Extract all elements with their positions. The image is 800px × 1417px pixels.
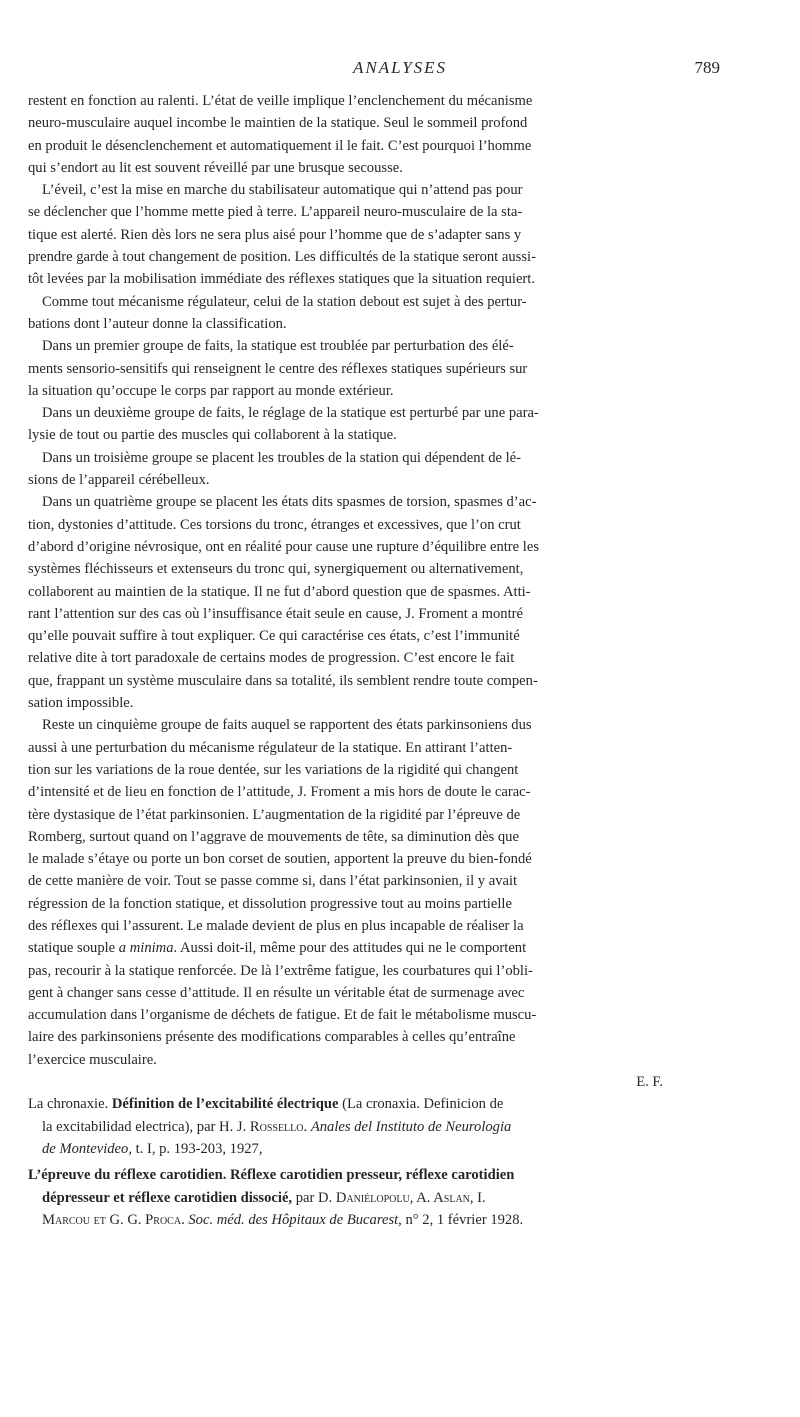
paragraph-line: qui s’endort au lit est souvent réveillé par une brusque secousse. <box>28 159 403 176</box>
paragraph-line: tion, dystonies d’attitude. Ces torsions du tronc, étranges et excessives, que l’on crut <box>28 516 521 533</box>
entry-citation-line <box>28 1138 723 1160</box>
paragraph-line: la situation qu’occupe le corps par rapport au monde extérieur. <box>28 382 394 399</box>
paragraph-line: prendre garde à tout changement de position. Les difficultés de la statique seront aussi- <box>28 249 536 266</box>
paragraph-line: tère dystasique de l’état parkinsonien. L’augmentation de la rigidité par l’épreuve de <box>28 806 521 823</box>
paragraph-line: Dans un premier groupe de faits, la statique est troublée par perturbation des élé- <box>42 338 514 355</box>
paragraph-line: régression de la fonction statique, et dissolution progressive tout au moins partielle <box>28 895 512 912</box>
entry-journal-cont: de <box>42 1140 60 1157</box>
entry-title: L’épreuve du réflexe carotidien. Réflexe carotidien presseur, réflexe carotidien <box>28 1167 515 1184</box>
emphasis-text: a minima <box>118 940 174 957</box>
paragraph-line: systèmes fléchisseurs et extenseurs du tronc qui, synergiquement ou alternativement, <box>28 561 524 578</box>
paragraph-line: des réflexes qui l’assurent. Le malade devient de plus en plus incapable de réaliser la <box>28 917 524 934</box>
paragraph-line: ments sensorio-sensitifs qui renseignent le centre des réflexes statiques supérieurs sur <box>28 360 528 377</box>
paragraph-line: Dans un quatrième groupe se placent les états dits spasmes de torsion, spasmes d’ac- <box>42 494 537 511</box>
paragraph-line: sions de l’appareil cérébelleux. <box>28 472 210 489</box>
paragraph-line: tôt levées par la mobilisation immédiate des réflexes statiques que la situation requiert. <box>28 271 535 288</box>
paragraph-line: tion sur les variations de la roue dentée, sur les variations de la rigidité qui changent <box>28 761 519 778</box>
paragraph-line: collaborent au maintien de la statique. Il ne fut d’abord question que de spasmes. Atti- <box>28 583 531 600</box>
paragraph-line: L’éveil, c’est la mise en marche du stabilisateur automatique qui n’attend pas pour <box>42 182 523 199</box>
entry-lead: La chronaxie. <box>28 1096 112 1113</box>
paragraph-line: aussi à une perturbation du mécanisme régulateur de la statique. En attirant l’atten- <box>28 739 513 756</box>
paragraph-line: d’abord d’origine névrosique, ont en réalité pour cause une rupture d’équilibre entre les <box>28 538 539 555</box>
paragraph-line: rant l’attention sur des cas où l’insuffisance était seule en cause, J. Froment a montré <box>28 605 523 622</box>
paragraph-line: sation impossible. <box>28 695 134 712</box>
running-title: ANALYSES <box>352 58 448 77</box>
paragraph-line: pas, recourir à la statique renforcée. De là l’extrême fatigue, les courbatures qui l’obli- <box>28 962 533 979</box>
paragraph-line: Dans un deuxième groupe de faits, le réglage de la statique est perturbé par une para- <box>42 405 539 422</box>
paragraph-line: neuro-musculaire auquel incombe le maintien de la statique. Seul le sommeil profond <box>28 115 528 132</box>
paragraph-line: l’exercice musculaire. <box>28 1051 157 1068</box>
entry-journal: Soc. méd. des Hôpitaux de Bucarest, <box>188 1211 406 1228</box>
entry-journal-city: Montevideo, <box>59 1140 136 1157</box>
entry-authors-cont: Marcou et G. G. Proca. <box>42 1211 189 1228</box>
entry-issue: n° 2, 1 février 1928. <box>405 1211 524 1228</box>
paragraph-line: de cette manière de voir. Tout se passe comme si, dans l’état parkinsonien, il y avait <box>28 873 518 890</box>
paragraph-line: Romberg, surtout quand on l’aggrave de mouvements de tête, sa diminution dès que <box>28 828 519 845</box>
paragraph-line: en produit le désenclenchement et automatiquement il le fait. C’est pourquoi l’homme <box>28 137 532 154</box>
paragraph-line: accumulation dans l’organisme de déchets de fatigue. Et de fait le métabolisme muscu- <box>28 1007 537 1024</box>
paragraph-line: le malade s’étaye ou porte un bon corset de soutien, apportent la preuve du bien-fondé <box>28 851 532 868</box>
paragraph-line: se déclencher que l’homme mette pied à terre. L’appareil neuro-musculaire de la sta- <box>28 204 523 221</box>
entry-citation-line <box>28 1187 723 1209</box>
entry-title: Définition de l’excitabilité électrique <box>111 1096 343 1113</box>
signature: E. F. <box>636 1074 663 1091</box>
paragraph-line: que, frappant un système musculaire dans sa totalité, ils semblent rendre toute compen- <box>28 672 538 689</box>
entry-title-cont: dépresseur et réflexe carotidien dissocié, <box>42 1189 296 1206</box>
entry-citation: la excitabilidad electrica), par H. J. <box>42 1118 250 1135</box>
page-header <box>0 58 800 82</box>
entry-original-title: (La cronaxia. Definicion de <box>342 1096 504 1113</box>
paragraph-line: qu’elle pouvait suffire à tout expliquer. Ce qui caractérise ces états, c’est l’immunité <box>28 628 520 645</box>
paragraph-line: d’intensité et de lieu en fonction de l’attitude, J. Froment a mis hors de doute le carac- <box>28 784 531 801</box>
paragraph-line: Comme tout mécanisme régulateur, celui de la station debout est sujet à des pertur- <box>42 293 527 310</box>
entry-by: par <box>295 1189 319 1206</box>
paragraph-line: statique souple a minima. Aussi doit-il, même pour des attitudes qui ne le comportent <box>28 940 527 957</box>
entry-title-line <box>28 1164 723 1186</box>
paragraph-line: relative dite à tort paradoxale de certains modes de progression. C’est encore le fait <box>28 650 515 667</box>
entry-citation-line <box>28 1116 723 1138</box>
paragraph-line: restent en fonction au ralenti. L’état de veille implique l’enclenchement du mécanisme <box>28 93 533 109</box>
entry-author: Rossello. <box>249 1118 311 1135</box>
entry-authors: D. Daniélopolu, A. Aslan, I. <box>318 1189 486 1206</box>
paragraph-line: bations dont l’auteur donne la classification. <box>28 315 287 332</box>
entry-citation-line <box>28 1209 723 1231</box>
entry-volume: t. I, p. 193-203, 1927, <box>135 1140 263 1157</box>
paragraph-line: gent à changer sans cesse d’attitude. Il en résulte un véritable état de surmenage avec <box>28 984 525 1001</box>
paragraph-line: Reste un cinquième groupe de faits auquel se rapportent des états parkinsoniens dus <box>42 717 532 734</box>
page-number: 789 <box>694 58 720 77</box>
paragraph-line: lysie de tout ou partie des muscles qui collaborent à la statique. <box>28 427 397 444</box>
paragraph-line: Dans un troisième groupe se placent les troubles de la station qui dépendent de lé- <box>42 449 522 466</box>
entry-title-line <box>28 1093 723 1115</box>
body-text <box>28 90 723 1231</box>
paragraph-line: tique est alerté. Rien dès lors ne sera plus aisé pour l’homme que de s’adapter sans y <box>28 226 522 243</box>
entry-journal: Anales del Instituto de Neurologia <box>310 1118 512 1135</box>
paragraph-line: laire des parkinsoniens présente des modifications comparables à celles qu’entraîne <box>28 1029 516 1046</box>
